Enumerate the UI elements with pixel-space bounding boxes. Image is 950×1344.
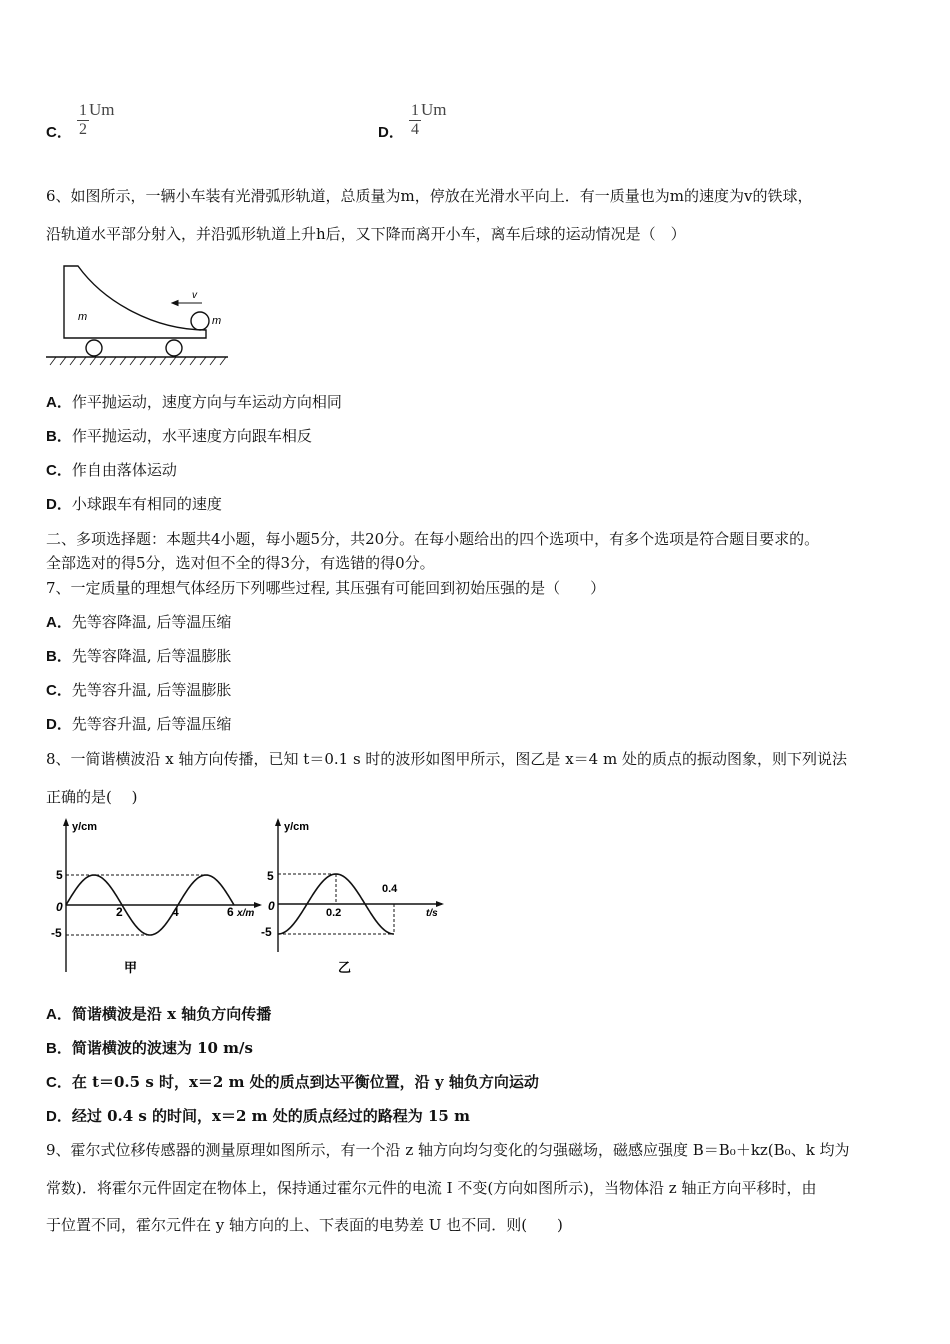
y-tick-pos-b: 5 [267,869,274,883]
q8-options [46,1004,539,1140]
q5-option-c [46,102,114,139]
option-text: 简谐横波是沿 x 轴负方向传播 [71,1005,272,1023]
unit: Um [88,100,115,119]
fraction [409,102,421,139]
q7-option-b [46,646,231,680]
velocity-label: v [192,290,197,301]
section2-line2: 全部选对的得5分，选对但不全的得3分，有选错的得0分。 [46,554,435,572]
x-tick-label-b-1: 0.4 [382,883,398,895]
x-axis-arrow-b [436,901,444,907]
option-letter: C． [46,124,72,141]
q5-option-d [378,102,446,139]
cart-figure [44,262,230,366]
q8-option-c [46,1072,539,1106]
y-tick-neg-a: -5 [51,926,62,940]
q8-stem-line1: 8、一简谐横波沿 x 轴方向传播，已知 t＝0.1 s 时的波形如图甲所示，图乙是 x＝4 m 处的质点的振动图象，则下列说法 [46,750,847,768]
option-text: 在 t＝0.5 s 时，x＝2 m 处的质点到达平衡位置，沿 y 轴负方向运动 [71,1073,539,1091]
q6-options [46,392,342,528]
q6-option-b [46,426,342,460]
option-letter: D． [46,1108,72,1125]
wheel-left [86,340,102,356]
denominator: 2 [78,121,87,138]
option-letter: B． [46,648,72,665]
y-axis-label-a: y/cm [72,821,98,833]
option-text: 先等容降温, 后等温压缩 [71,613,232,631]
option-letter: D． [378,124,404,141]
graph-caption-a: 甲 [124,960,138,975]
q9-stem-line1: 9、霍尔式位移传感器的测量原理如图所示，有一个沿 z 轴方向均匀变化的匀强磁场，磁感应强度 B＝B₀＋kz(B₀、k 均为 [46,1141,850,1159]
option-text: 作平抛运动，速度方向与车运动方向相同 [71,393,342,411]
option-letter: C． [46,682,72,699]
denominator: 4 [410,121,419,138]
ground-hatch [50,357,226,365]
x-axis-label-b: t/s [426,908,438,919]
x-tick-label-a-0: 2 [116,905,123,919]
origin-label-a: 0 [56,900,63,914]
q6-option-a [46,392,342,426]
q7-stem: 7、一定质量的理想气体经历下列哪些过程, 其压强有可能回到初始压强的是（ ） [46,579,606,597]
x-tick-label-a-2: 6 [227,905,234,919]
section2-line1: 二、多项选择题：本题共4小题，每小题5分，共20分。在每小题给出的四个选项中，有多个选项是符合题目要求的。 [46,530,820,548]
x-tick-label-b-0: 0.2 [326,907,342,919]
q7-option-d [46,714,231,748]
q7-option-a [46,612,231,646]
numerator: 1 [410,102,419,119]
cart-body [64,266,206,338]
y-axis-arrow-b [275,818,281,826]
option-letter: A． [46,614,72,631]
option-text: 先等容升温, 后等温压缩 [71,715,232,733]
wave-graph-a [44,812,266,984]
x-tick-label-a-1: 4 [172,905,179,919]
y-tick-neg-b: -5 [261,925,272,939]
option-text: 先等容升温, 后等温膨胀 [71,681,232,699]
option-letter: C． [46,462,72,479]
q7-options [46,612,231,748]
x-axis-label-a: x/m [237,908,255,919]
option-letter: B． [46,428,72,445]
y-axis-label-b: y/cm [284,821,310,833]
ball-mass-label: m [212,315,222,327]
q7-option-c [46,680,231,714]
option-text: 经过 0.4 s 的时间，x＝2 m 处的质点经过的路程为 15 m [71,1107,470,1125]
q6-stem-line1: 6、如图所示，一辆小车装有光滑弧形轨道，总质量为m，停放在光滑水平向上．有一质量也为m的速度为v的铁球， [46,187,813,205]
y-axis-arrow-a [63,818,69,826]
origin-label-b: 0 [268,899,275,913]
wheel-right [166,340,182,356]
wave-graph-b [258,812,454,984]
q6-option-c [46,460,342,494]
q8-option-b [46,1038,539,1072]
option-text: 简谐横波的波速为 10 m/s [71,1039,253,1057]
y-tick-pos-a: 5 [56,868,63,882]
ball [191,312,209,330]
q9-stem-line2: 常数)．将霍尔元件固定在物体上，保持通过霍尔元件的电流 I 不变(方向如图所示)，当物体沿 z 轴正方向平移时，由 [46,1179,817,1197]
option-letter: A． [46,394,72,411]
option-letter: A． [46,1006,72,1023]
velocity-arrow [172,301,202,306]
q8-option-a [46,1004,539,1038]
q6-option-d [46,494,342,528]
unit: Um [420,100,447,119]
option-letter: D． [46,716,72,733]
fraction [77,102,89,139]
cart-mass-label: m [78,311,88,323]
option-letter: C． [46,1074,72,1091]
option-text: 作自由落体运动 [71,461,177,479]
option-letter: D． [46,496,72,513]
graph-caption-b: 乙 [338,960,352,975]
option-text: 小球跟车有相同的速度 [71,495,222,513]
q8-stem-line2: 正确的是( ) [46,788,138,806]
option-letter: B． [46,1040,72,1057]
q9-stem-line3: 于位置不同，霍尔元件在 y 轴方向的上、下表面的电势差 U 也不同．则( ) [46,1216,563,1234]
q8-option-d [46,1106,539,1140]
option-text: 作平抛运动，水平速度方向跟车相反 [71,427,312,445]
q6-stem-line2: 沿轨道水平部分射入，并沿弧形轨道上升h后，又下降而离开小车，离车后球的运动情况是（ ） [46,225,686,243]
numerator: 1 [78,102,87,119]
option-text: 先等容降温, 后等温膨胀 [71,647,232,665]
